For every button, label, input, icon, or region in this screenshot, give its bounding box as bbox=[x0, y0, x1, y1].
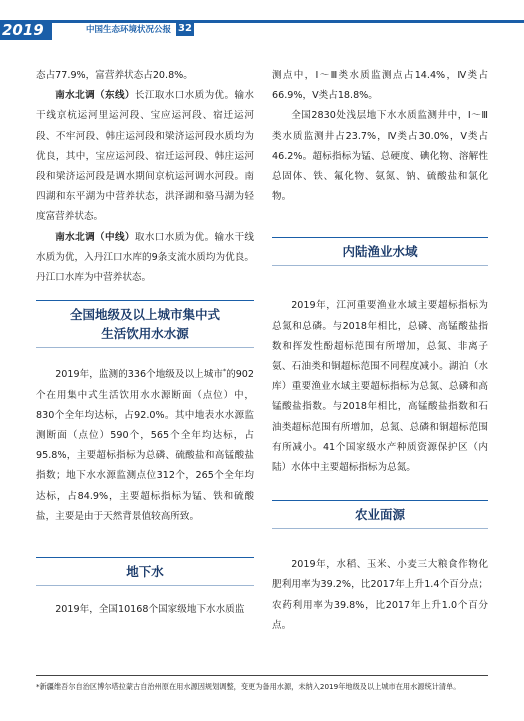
page-header bbox=[0, 0, 524, 48]
section-heading-fishery: 内陆渔业水域 bbox=[272, 237, 488, 266]
paragraph-drinking-water bbox=[36, 362, 254, 527]
middle-route-text: 取水口水质为优。输水干线水质为优，入丹江口水库的9条支流水质均为优良。丹江口水库为中营养状态。 bbox=[36, 231, 255, 284]
footnote-marker: * bbox=[223, 368, 227, 376]
section-heading-groundwater: 地下水 bbox=[36, 557, 254, 586]
section-heading-line: 全国地级及以上城市集中式 bbox=[69, 307, 220, 323]
section-heading-line: 生活饮用水水源 bbox=[101, 326, 189, 342]
east-route-label: 南水北调（东线） bbox=[55, 90, 135, 102]
section-heading-drinking-water bbox=[36, 300, 254, 348]
section-heading-agriculture: 农业面源 bbox=[272, 500, 488, 529]
paragraph-text: 2019年，监测的336个地级及以上城市 bbox=[55, 369, 224, 381]
middle-route-label: 南水北调（中线） bbox=[55, 231, 135, 243]
paragraph-text: 的902个在用集中式生活饮用水水源断面（点位）中，830个全年均达标，占92.0%。其中地表水水源监测断面（点位）590个，565个全年均达标，占95.8%，主要超标指标为总磷、硫酸盐和高锰酸盐指数；地下水水源监测点位312个，265个全年均达标，占84.9%，主要超标指标为锰、铁和硫酸盐，主要是由于天然背景值较高所致。 bbox=[36, 369, 255, 522]
header-band bbox=[0, 20, 524, 23]
right-column bbox=[272, 66, 488, 636]
page-number: 32 bbox=[176, 22, 194, 36]
paragraph-fishery: 2019年，江河重要渔业水域主要超标指标为总氮和总磷。与2018年相比，总磷、高锰酸盐指数和挥发性酚超标范围有所增加，总氮、非离子氨、石油类和铜超标范围不同程度减小。湖泊（水库）重要渔业水域主要超标指标为总氮、总磷和高锰酸盐指数。与2018年相比，高锰酸盐指数和石油类超标范围有所增加，总氮、总磷和铜超标范围有所减小。41个国家级水产种质资源保护区（内陆）水体中主要超标指标为总氮。 bbox=[272, 300, 488, 474]
paragraph-groundwater: 2019年，全国10168个国家级地下水水质监 bbox=[55, 604, 245, 616]
paragraph: 全国2830处浅层地下水水质监测井中，Ⅰ～Ⅲ类水质监测井占23.7%，Ⅳ类占30.0%，Ⅴ类占46.2%。超标指标为锰、总硬度、碘化物、溶解性总固体、铁、氟化物、氨氮、钠、硫酸盐和氯化物。 bbox=[272, 110, 488, 203]
footnote: *新疆维吾尔自治区博尔塔拉蒙古自治州原在用水源因规划调整，变更为备用水源，未纳入2019年地级及以上城市在用水源统计清单。 bbox=[36, 675, 488, 693]
paragraph-middle-route bbox=[36, 228, 254, 289]
paragraph: 态占77.9%，富营养状态占20.8%。 bbox=[36, 70, 193, 81]
header-year: 2019 bbox=[0, 20, 52, 40]
paragraph: 测点中，Ⅰ～Ⅲ类水质监测点占14.4%，Ⅳ类占66.9%，Ⅴ类占18.8%。 bbox=[272, 70, 488, 102]
paragraph-agriculture: 2019年，水稻、玉米、小麦三大粮食作物化肥利用率为39.2%，比2017年上升1.4个百分点；农药利用率为39.8%，比2017年上升1.0个百分点。 bbox=[272, 559, 488, 631]
paragraph-east-route bbox=[36, 86, 254, 227]
east-route-text: 长江取水口水质为优。输水干线京杭运河里运河段、宝应运河段、宿迁运河段、不牢河段、韩庄运河段和梁济运河段水质均为优良，其中，宝应运河段、宿迁运河段、韩庄运河段和梁济运河段是调水期间京杭运河调水河段。南四湖和东平湖为中营养状态，洪泽湖和骆马湖为轻度富营养状态。 bbox=[36, 90, 255, 223]
left-column bbox=[36, 66, 254, 620]
header-title: 中国生态环境状况公报 bbox=[86, 25, 172, 35]
